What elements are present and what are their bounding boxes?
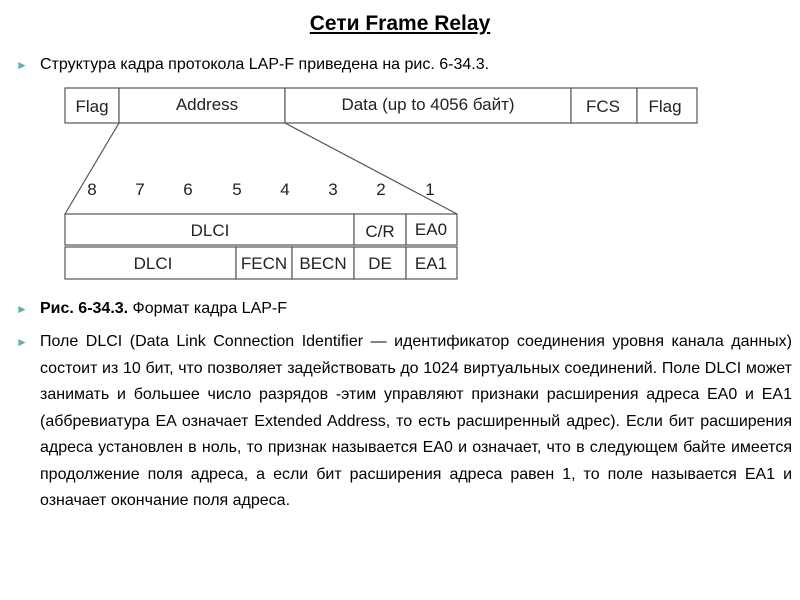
expansion-line-left xyxy=(65,123,119,214)
frame-label-data: Data (up to 4056 байт) xyxy=(341,95,515,114)
caption-label: Рис. 6-34.3. xyxy=(40,300,129,317)
frame-label-flag-end: Flag xyxy=(648,97,682,116)
address-byte2-fecn-label: FECN xyxy=(240,254,288,273)
address-byte2-de-label: DE xyxy=(368,254,392,273)
slide-title: Сети Frame Relay xyxy=(309,12,491,35)
bit-number: 3 xyxy=(328,180,338,199)
bit-number: 7 xyxy=(135,180,145,199)
bit-number: 6 xyxy=(183,180,193,199)
address-byte2-becn-label: BECN xyxy=(299,254,347,273)
body-paragraph: Поле DLCI (Data Link Connection Identifier — идентификатор соединения уровня канала данных) состоит из 10 бит, что позволяет задействовать до 1024 виртуальных соединений. Поле DLCI может занимать и большее число разрядов -этим управляют признаки расширения адреса EA0 и EA1 (аббревиатура EA означает Extended Address, то есть расширенный адрес). Если бит расширения адреса установлен в ноль, то признак называется EA0 и означает, что в следующем байте имеется продолжение поля адреса, а если бит расширения адреса равен 1, то поле называется EA1 и означает окончание поля адреса. xyxy=(40,333,792,509)
bullet-icon: ► xyxy=(16,335,28,349)
caption-text: Формат кадра LAP-F xyxy=(128,300,288,317)
intro-text: Структура кадра протокола LAP-F приведена на рис. 6-34.3. xyxy=(40,56,490,73)
address-byte2-ea1-label: EA1 xyxy=(414,254,448,273)
address-byte1-cr-label: C/R xyxy=(365,222,395,241)
bit-number: 8 xyxy=(87,180,97,199)
figure-caption xyxy=(40,296,287,322)
bit-number: 5 xyxy=(232,180,242,199)
bit-number: 2 xyxy=(376,180,386,199)
bit-number: 1 xyxy=(425,180,435,199)
address-byte1-ea0-label: EA0 xyxy=(414,220,448,239)
address-byte2-dlci-label: DLCI xyxy=(133,254,173,273)
bullet-icon: ► xyxy=(16,58,28,72)
bullet-icon: ► xyxy=(16,302,28,316)
expansion-line-right xyxy=(285,123,457,214)
bit-number: 4 xyxy=(280,180,290,199)
frame-label-flag-start: Flag xyxy=(75,97,109,116)
frame-label-address: Address xyxy=(175,95,239,114)
frame-label-fcs: FCS xyxy=(586,97,620,116)
address-byte1-dlci-label: DLCI xyxy=(190,221,230,240)
